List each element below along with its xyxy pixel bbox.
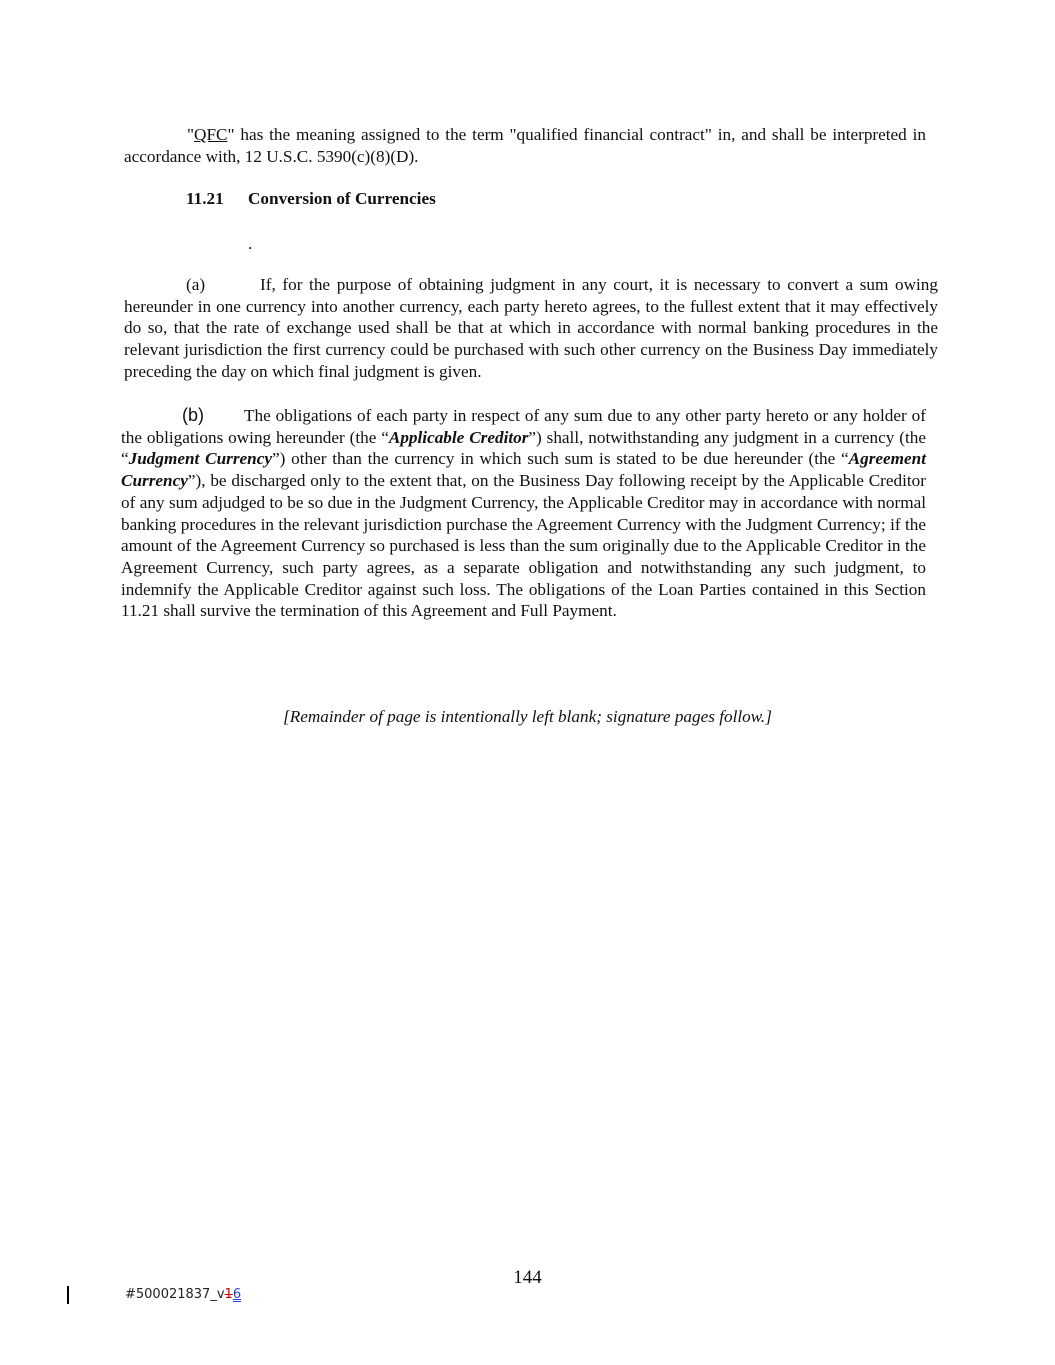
paragraph-b [121, 405, 926, 622]
defined-term-judgment-currency: Judgment Currency [128, 449, 272, 469]
section-title: Conversion of Currencies [248, 189, 436, 208]
stray-mark: . [248, 234, 253, 253]
paragraph-b-text-3: ”) other than the currency in which such sum is stated to be due hereunder (the “ [271, 449, 849, 469]
qfc-definition-paragraph [124, 124, 926, 167]
paragraph-a-text: If, for the purpose of obtaining judgment in any court, it is necessary to convert a sum owing hereunder in one currency into another currency, each party hereto agrees, to the fullest extent that it may effectively do so, that the rate of exchange used shall be that at which in accordance with normal banking procedures in the relevant jurisdiction the first currency could be purchased with such other currency on the Business Day immediately preceding the day on which final judgment is given. [124, 275, 938, 381]
qfc-term: QFC [194, 125, 228, 144]
paragraph-b-text-1: The obligations of each party in respect of any sum due to any other party hereto or any holder of the obligations owing hereunder (the “ [121, 406, 926, 447]
page-number: 144 [513, 1267, 542, 1288]
section-heading [186, 189, 436, 209]
qfc-open-quote: " [187, 125, 195, 144]
paragraph-b-text-4: ”), be discharged only to the extent that, on the Business Day following receipt by the Applicable Creditor of any sum adjudged to be so due in the Judgment Currency, the Applicable Creditor may in accordance with normal banking procedures in the relevant jurisdiction purchase the Agreement Currency with the Judgment Currency; if the amount of the Agreement Currency so purchased is less than the sum originally due to the Applicable Creditor in the Agreement Currency, such party agrees, as a separate obligation and notwithstanding any such judgment, to indemnify the Applicable Creditor against such loss. The obligations of the Loan Parties contained in this Section 11.21 shall survive the termination of this Agreement and Full Payment. [121, 471, 926, 621]
qfc-definition-text: " has the meaning assigned to the term "qualified financial contract" in, and shall be interpreted in accordance with, 12 U.S.C. 5390(c)(8)(D). [124, 125, 926, 166]
paragraph-a [124, 274, 938, 383]
remainder-note: [Remainder of page is intentionally left blank; signature pages follow.] [283, 707, 772, 726]
paragraph-b-text-2: ”) shall, notwithstanding any judgment in a currency (the “ [121, 427, 926, 469]
defined-term-applicable-creditor: Applicable Creditor [388, 427, 529, 447]
section-number: 11.21 [186, 189, 224, 208]
defined-term-agreement-currency: Agreement Currency [121, 449, 926, 491]
document-id [125, 1287, 241, 1302]
document-id-prefix: #500021837_v [125, 1287, 225, 1302]
paragraph-b-label: (b) [182, 405, 204, 425]
paragraph-a-label: (a) [186, 275, 206, 294]
version-inserted: 6 [232, 1287, 242, 1302]
version-deleted: 1 [224, 1287, 233, 1302]
change-bar [67, 1286, 69, 1304]
